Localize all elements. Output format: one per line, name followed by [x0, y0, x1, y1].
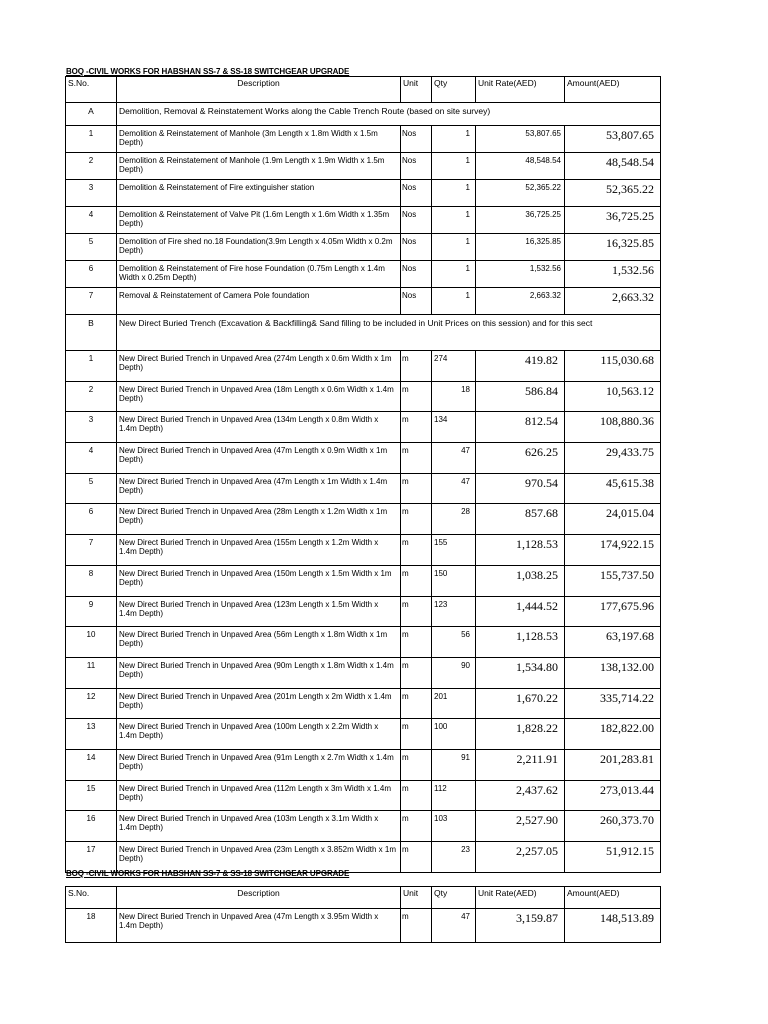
item-description: New Direct Buried Trench in Unpaved Area (91m Length x 2.7m Width x 1.4m Depth) [117, 749, 401, 780]
table-row [66, 180, 661, 207]
header-sno: S.No. [66, 887, 117, 909]
item-unit: m [401, 811, 432, 842]
table-row [66, 596, 661, 627]
item-sno: 10 [66, 627, 117, 658]
item-qty: 1 [432, 207, 476, 234]
header-qty: Qty [432, 887, 476, 909]
item-qty: 56 [432, 627, 476, 658]
item-unit-rate: 36,725.25 [476, 207, 565, 234]
header-description: Description [117, 77, 401, 103]
item-unit-rate: 2,437.62 [476, 780, 565, 811]
item-description: Demolition of Fire shed no.18 Foundation(3.9m Length x 4.05m Width x 0.2m Depth) [117, 234, 401, 261]
item-unit-rate: 419.82 [476, 351, 565, 382]
item-qty: 1 [432, 234, 476, 261]
table-row [66, 288, 661, 315]
item-sno: 3 [66, 180, 117, 207]
item-unit: Nos [401, 288, 432, 315]
item-unit-rate: 1,128.53 [476, 535, 565, 566]
item-unit: m [401, 473, 432, 504]
item-sno: 2 [66, 381, 117, 412]
section-b-row [66, 315, 661, 351]
item-unit-rate: 1,534.80 [476, 657, 565, 688]
item-unit-rate: 2,257.05 [476, 842, 565, 873]
item-unit: Nos [401, 153, 432, 180]
item-unit-rate: 16,325.85 [476, 234, 565, 261]
item-sno: 3 [66, 412, 117, 443]
item-amount: 2,663.32 [565, 288, 661, 315]
table-row [66, 234, 661, 261]
section-a-row [66, 103, 661, 126]
item-unit: m [401, 909, 432, 943]
item-description: New Direct Buried Trench in Unpaved Area (274m Length x 0.6m Width x 1m Depth) [117, 351, 401, 382]
item-sno: 18 [66, 909, 117, 943]
item-description: New Direct Buried Trench in Unpaved Area (47m Length x 0.9m Width x 1m Depth) [117, 443, 401, 474]
table-row [66, 473, 661, 504]
item-qty: 47 [432, 443, 476, 474]
item-unit: m [401, 535, 432, 566]
item-amount: 155,737.50 [565, 565, 661, 596]
item-unit: m [401, 565, 432, 596]
item-unit-rate: 1,444.52 [476, 596, 565, 627]
item-unit-rate: 586.84 [476, 381, 565, 412]
item-qty: 1 [432, 180, 476, 207]
item-description: Demolition & Reinstatement of Fire hose Foundation (0.75m Length x 1.4m Width x 0.25m Depth) [117, 261, 401, 288]
item-description: Removal & Reinstatement of Camera Pole foundation [117, 288, 401, 315]
item-unit-rate: 2,527.90 [476, 811, 565, 842]
item-unit: m [401, 504, 432, 535]
item-sno: 16 [66, 811, 117, 842]
item-description: New Direct Buried Trench in Unpaved Area (28m Length x 1.2m Width x 1m Depth) [117, 504, 401, 535]
item-amount: 335,714.22 [565, 688, 661, 719]
item-amount: 1,532.56 [565, 261, 661, 288]
item-unit: m [401, 412, 432, 443]
item-sno: 2 [66, 153, 117, 180]
table-row [66, 811, 661, 842]
item-sno: 1 [66, 351, 117, 382]
item-amount: 138,132.00 [565, 657, 661, 688]
boq-table-continued [65, 886, 661, 943]
table-row [66, 412, 661, 443]
item-description: Demolition & Reinstatement of Valve Pit (1.6m Length x 1.6m Width x 1.35m Depth) [117, 207, 401, 234]
item-qty: 100 [432, 719, 476, 750]
item-amount: 108,880.36 [565, 412, 661, 443]
item-description: New Direct Buried Trench in Unpaved Area (56m Length x 1.8m Width x 1m Depth) [117, 627, 401, 658]
item-description: Demolition & Reinstatement of Fire extinguisher station [117, 180, 401, 207]
item-sno: 12 [66, 688, 117, 719]
table-row [66, 842, 661, 873]
item-unit: m [401, 688, 432, 719]
item-sno: 5 [66, 473, 117, 504]
item-qty: 47 [432, 473, 476, 504]
item-description: New Direct Buried Trench in Unpaved Area (150m Length x 1.5m Width x 1m Depth) [117, 565, 401, 596]
item-qty: 112 [432, 780, 476, 811]
item-description: New Direct Buried Trench in Unpaved Area (112m Length x 3m Width x 1.4m Depth) [117, 780, 401, 811]
item-unit-rate: 970.54 [476, 473, 565, 504]
item-amount: 63,197.68 [565, 627, 661, 658]
item-amount: 36,725.25 [565, 207, 661, 234]
item-unit-rate: 1,038.25 [476, 565, 565, 596]
item-unit: Nos [401, 207, 432, 234]
item-qty: 28 [432, 504, 476, 535]
item-unit-rate: 48,548.54 [476, 153, 565, 180]
item-amount: 115,030.68 [565, 351, 661, 382]
table-row [66, 351, 661, 382]
section-a-description: Demolition, Removal & Reinstatement Works along the Cable Trench Route (based on site survey) [117, 103, 661, 126]
item-sno: 13 [66, 719, 117, 750]
item-qty: 1 [432, 126, 476, 153]
item-amount: 29,433.75 [565, 443, 661, 474]
item-description: New Direct Buried Trench in Unpaved Area (47m Length x 3.95m Width x 1.4m Depth) [117, 909, 401, 943]
item-qty: 134 [432, 412, 476, 443]
table-row [66, 381, 661, 412]
item-description: New Direct Buried Trench in Unpaved Area (90m Length x 1.8m Width x 1.4m Depth) [117, 657, 401, 688]
table-row [66, 535, 661, 566]
table-row [66, 261, 661, 288]
item-sno: 4 [66, 443, 117, 474]
item-amount: 10,563.12 [565, 381, 661, 412]
table-row [66, 153, 661, 180]
item-unit-rate: 626.25 [476, 443, 565, 474]
item-description: New Direct Buried Trench in Unpaved Area (18m Length x 0.6m Width x 1.4m Depth) [117, 381, 401, 412]
item-unit: Nos [401, 261, 432, 288]
header-unit-rate: Unit Rate(AED) [476, 77, 565, 103]
item-amount: 24,015.04 [565, 504, 661, 535]
item-qty: 274 [432, 351, 476, 382]
item-unit-rate: 1,532.56 [476, 261, 565, 288]
boq-table [65, 76, 661, 873]
item-qty: 155 [432, 535, 476, 566]
item-amount: 52,365.22 [565, 180, 661, 207]
section-b-description: New Direct Buried Trench (Excavation & Backfilling& Sand filling to be included in Unit Prices on this session) and for this sect [117, 315, 661, 351]
table-row [66, 688, 661, 719]
item-qty: 1 [432, 288, 476, 315]
boq-title-repeat: BOQ -CIVIL WORKS FOR HABSHAN SS-7 & SS-18 SWITCHGEAR UPGRADE [66, 869, 350, 878]
item-sno: 6 [66, 504, 117, 535]
item-unit: m [401, 351, 432, 382]
item-unit: m [401, 780, 432, 811]
table-header-row [66, 887, 661, 909]
boq-title: BOQ -CIVIL WORKS FOR HABSHAN SS-7 & SS-18 SWITCHGEAR UPGRADE [66, 67, 350, 76]
section-b-label: B [66, 315, 117, 351]
item-description: New Direct Buried Trench in Unpaved Area (100m Length x 2.2m Width x 1.4m Depth) [117, 719, 401, 750]
item-qty: 47 [432, 909, 476, 943]
item-amount: 53,807.65 [565, 126, 661, 153]
table-row [66, 504, 661, 535]
item-qty: 91 [432, 749, 476, 780]
item-sno: 5 [66, 234, 117, 261]
header-unit: Unit [401, 77, 432, 103]
item-unit: m [401, 596, 432, 627]
item-unit-rate: 53,807.65 [476, 126, 565, 153]
item-sno: 4 [66, 207, 117, 234]
item-qty: 1 [432, 261, 476, 288]
item-unit-rate: 2,211.91 [476, 749, 565, 780]
item-amount: 174,922.15 [565, 535, 661, 566]
header-sno: S.No. [66, 77, 117, 103]
table-row [66, 443, 661, 474]
item-unit-rate: 52,365.22 [476, 180, 565, 207]
item-unit: m [401, 719, 432, 750]
item-unit: m [401, 443, 432, 474]
item-qty: 150 [432, 565, 476, 596]
table-row [66, 207, 661, 234]
item-sno: 14 [66, 749, 117, 780]
item-description: New Direct Buried Trench in Unpaved Area (103m Length x 3.1m Width x 1.4m Depth) [117, 811, 401, 842]
header-qty: Qty [432, 77, 476, 103]
item-unit: m [401, 627, 432, 658]
table-row [66, 749, 661, 780]
item-amount: 182,822.00 [565, 719, 661, 750]
item-amount: 177,675.96 [565, 596, 661, 627]
item-unit-rate: 2,663.32 [476, 288, 565, 315]
header-unit: Unit [401, 887, 432, 909]
item-amount: 148,513.89 [565, 909, 661, 943]
item-description: New Direct Buried Trench in Unpaved Area (155m Length x 1.2m Width x 1.4m Depth) [117, 535, 401, 566]
table-header-row [66, 77, 661, 103]
item-sno: 6 [66, 261, 117, 288]
item-amount: 45,615.38 [565, 473, 661, 504]
header-amount: Amount(AED) [565, 77, 661, 103]
item-sno: 17 [66, 842, 117, 873]
item-amount: 51,912.15 [565, 842, 661, 873]
header-description: Description [117, 887, 401, 909]
item-unit: Nos [401, 180, 432, 207]
item-sno: 15 [66, 780, 117, 811]
item-unit-rate: 1,670.22 [476, 688, 565, 719]
item-unit: m [401, 657, 432, 688]
item-sno: 11 [66, 657, 117, 688]
item-sno: 7 [66, 288, 117, 315]
item-description: New Direct Buried Trench in Unpaved Area (47m Length x 1m Width x 1.4m Depth) [117, 473, 401, 504]
item-unit-rate: 1,828.22 [476, 719, 565, 750]
item-description: New Direct Buried Trench in Unpaved Area (23m Length x 3.852m Width x 1m Depth) [117, 842, 401, 873]
item-unit-rate: 857.68 [476, 504, 565, 535]
item-amount: 273,013.44 [565, 780, 661, 811]
item-unit-rate: 812.54 [476, 412, 565, 443]
table-row [66, 909, 661, 943]
item-sno: 9 [66, 596, 117, 627]
section-a-label: A [66, 103, 117, 126]
table-row [66, 780, 661, 811]
item-unit: m [401, 749, 432, 780]
item-amount: 201,283.81 [565, 749, 661, 780]
item-unit: Nos [401, 234, 432, 261]
item-amount: 16,325.85 [565, 234, 661, 261]
item-description: Demolition & Reinstatement of Manhole (1.9m Length x 1.9m Width x 1.5m Depth) [117, 153, 401, 180]
item-unit: Nos [401, 126, 432, 153]
item-description: New Direct Buried Trench in Unpaved Area (201m Length x 2m Width x 1.4m Depth) [117, 688, 401, 719]
item-qty: 23 [432, 842, 476, 873]
item-unit-rate: 1,128.53 [476, 627, 565, 658]
item-qty: 103 [432, 811, 476, 842]
item-amount: 260,373.70 [565, 811, 661, 842]
item-qty: 90 [432, 657, 476, 688]
item-unit: m [401, 842, 432, 873]
item-sno: 1 [66, 126, 117, 153]
item-unit: m [401, 381, 432, 412]
item-amount: 48,548.54 [565, 153, 661, 180]
item-description: New Direct Buried Trench in Unpaved Area (123m Length x 1.5m Width x 1.4m Depth) [117, 596, 401, 627]
item-sno: 7 [66, 535, 117, 566]
table-row [66, 565, 661, 596]
header-amount: Amount(AED) [565, 887, 661, 909]
table-row [66, 657, 661, 688]
table-row [66, 627, 661, 658]
table-row [66, 126, 661, 153]
item-qty: 18 [432, 381, 476, 412]
item-sno: 8 [66, 565, 117, 596]
item-qty: 1 [432, 153, 476, 180]
item-qty: 123 [432, 596, 476, 627]
item-qty: 201 [432, 688, 476, 719]
item-description: New Direct Buried Trench in Unpaved Area (134m Length x 0.8m Width x 1.4m Depth) [117, 412, 401, 443]
item-description: Demolition & Reinstatement of Manhole (3m Length x 1.8m Width x 1.5m Depth) [117, 126, 401, 153]
table-row [66, 719, 661, 750]
item-unit-rate: 3,159.87 [476, 909, 565, 943]
header-unit-rate: Unit Rate(AED) [476, 887, 565, 909]
